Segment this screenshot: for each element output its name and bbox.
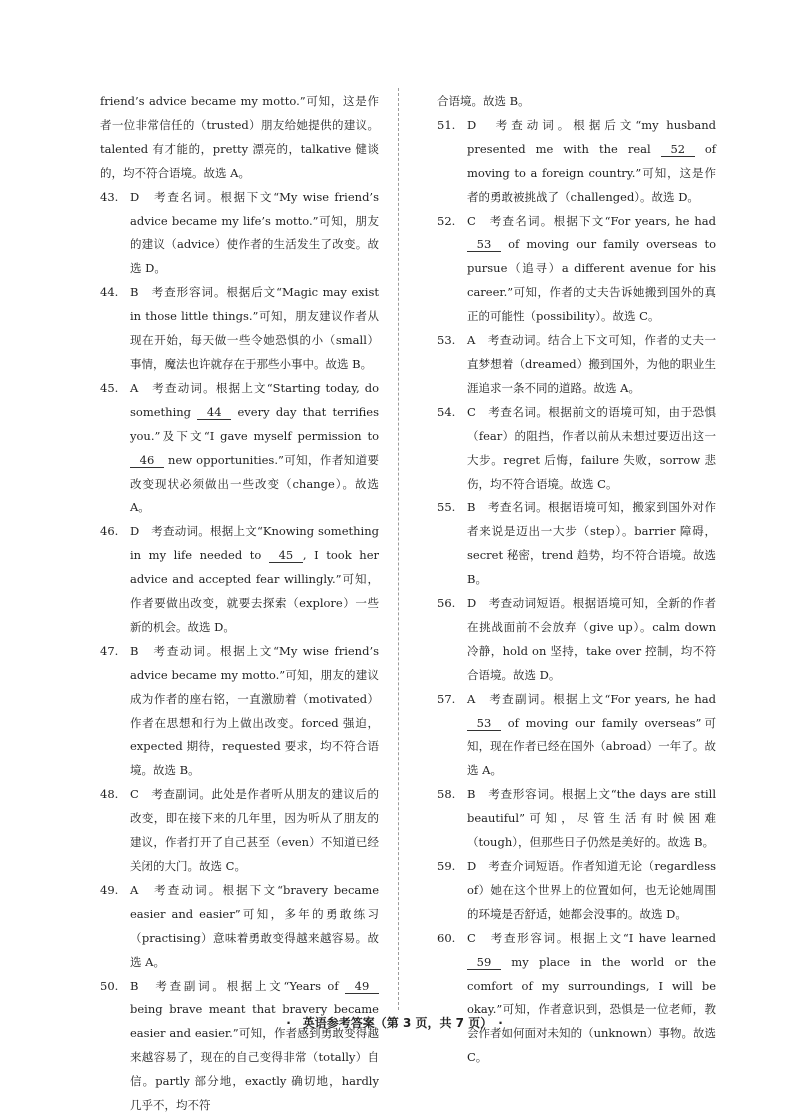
answer-number: 49.: [100, 882, 119, 897]
explanation-text: new opportunities.”可知，作者知道要改变现状必须做出一些改变（change）。故选 A。: [130, 452, 379, 515]
answer-explanation: [467, 927, 716, 1070]
answer-number: 51.: [437, 117, 456, 132]
answer-number: 59.: [437, 859, 456, 873]
left-intro-text: friend’s advice became my motto.”可知，这是作者一位非常信任的（trusted）朋友给她提供的建议。talented 有才能的，pretty 漂亮的，talkative 健谈的，均不符合语境。故选 A。: [100, 94, 379, 180]
right-intro-text: 合语境。故选 B。: [437, 94, 530, 108]
blank-number: 53: [467, 716, 501, 731]
answer-number: 43.: [100, 189, 119, 204]
explanation-text: D 考查名词。根据下文“My wise friend’s advice became my life’s motto.”可知，朋友的建议（advice）使作者的生活发生了改变。故选 D。: [130, 189, 379, 276]
answer-explanation: [130, 783, 379, 879]
answer-item: [437, 210, 716, 330]
answer-explanation: [130, 879, 379, 975]
blank-number: 45: [269, 548, 303, 563]
answer-explanation: [130, 640, 379, 783]
answer-number: 60.: [437, 930, 456, 945]
explanation-text: D 考查动词短语。根据语境可知，全新的作者在挑战面前不会放弃（give up）。calm down 冷静，hold on 坚持，take over 控制，均不符合语境。故选 D。: [467, 596, 716, 682]
blank-number: 53: [467, 237, 501, 252]
answer-explanation: [467, 401, 716, 497]
answer-explanation: [467, 210, 716, 330]
explanation-text: B 考查名词。根据语境可知，搬家到国外对作者来说是迈出一大步（step）。barrier 障碍，secret 秘密，trend 趋势，均不符合语境。故选 B。: [467, 500, 716, 587]
blank-number: 52: [661, 142, 695, 157]
explanation-text: D 考查动词。根据后文“my husband presented me with the real: [467, 117, 716, 156]
left-answer-list: [100, 186, 379, 1118]
answer-number: 56.: [437, 596, 456, 611]
answer-item: [100, 377, 379, 520]
answer-number: 44.: [100, 285, 119, 300]
answer-explanation: [467, 592, 716, 688]
explanation-text: of moving our family overseas to pursue（追寻）a different avenue for his career.”可知，作者的丈夫告诉她搬到国外的真正的可能性（possibility）。故选 C。: [467, 237, 716, 324]
answer-number: 45.: [100, 380, 119, 395]
blank-number: 46: [130, 453, 164, 468]
answer-number: 55.: [437, 500, 456, 515]
answer-item: [100, 520, 379, 640]
explanation-text: , I took her advice and accepted fear willingly.”可知，作者要做出改变，就要去探索（explore）一些新的机会。故选 D。: [130, 548, 379, 634]
answer-number: 54.: [437, 404, 456, 419]
explanation-text: C 考查名词。根据下文“For years, he had: [467, 213, 716, 228]
answer-explanation: [467, 688, 716, 784]
explanation-text: B 考查副词。根据上文“Years of: [130, 978, 345, 993]
explanation-text: every day that terrifies you.”及下文“I gave myself permission to: [130, 404, 379, 443]
answer-number: 47.: [100, 643, 119, 658]
answer-explanation: [467, 114, 716, 210]
explanation-text: of moving to a foreign country.”可知，这是作者的勇敢被挑战了（challenged）。故选 D。: [467, 141, 716, 204]
column-divider: [398, 88, 399, 1010]
answer-item: [100, 975, 379, 1118]
answer-explanation: [130, 975, 379, 1118]
explanation-text: C 考查形容词。根据上文“I have learned: [467, 930, 716, 945]
answer-explanation: [467, 329, 716, 401]
answer-item: [100, 783, 379, 879]
page-footer: · 英语参考答案（第 3 页，共 7 页） ·: [286, 1016, 503, 1030]
answer-item: [437, 592, 716, 688]
answer-number: 53.: [437, 333, 456, 348]
explanation-text: C 考查名词。根据前文的语境可知，由于恐惧（fear）的阻挡，作者以前从未想过要迈出这一大步。regret 后悔，failure 失败，sorrow 悲伤，均不符合语境。故选 C。: [467, 404, 716, 491]
answer-number: 46.: [100, 524, 119, 539]
explanation-text: D 考查动词。根据上文“Knowing something in my life needed to: [130, 524, 379, 563]
answer-item: [437, 496, 716, 592]
answer-explanation: [467, 855, 716, 927]
blank-number: 49: [345, 979, 379, 994]
right-answer-list: [437, 114, 716, 1070]
explanation-text: C 考查副词。此处是作者听从朋友的建议后的改变，即在接下来的几年里，因为听从了朋友的建议，作者打开了自己甚至（even）不知道已经关闭的大门。故选 C。: [130, 787, 379, 873]
explanation-text: A 考查动词。根据下文“bravery became easier and easier”可知，多年的勇敢练习（practising）意味着勇敢变得越来越容易。故选 A。: [130, 882, 379, 969]
answer-explanation: [130, 520, 379, 640]
answer-item: [437, 783, 716, 855]
explanation-text: A 考查动词。结合上下文可知，作者的丈夫一直梦想着（dreamed）搬到国外，为他的职业生涯追求一条不同的道路。故选 A。: [467, 333, 716, 395]
answer-item: [100, 186, 379, 282]
answer-explanation: [130, 281, 379, 377]
answer-explanation: [467, 496, 716, 592]
answer-item: [437, 329, 716, 401]
answer-item: [437, 401, 716, 497]
answer-number: 57.: [437, 691, 456, 706]
answer-item: [437, 114, 716, 210]
answer-item: [437, 855, 716, 927]
left-column: [100, 90, 379, 1118]
explanation-text: my place in the world or the comfort of my surroundings, I will be okay.”可知，作者意识到，恐惧是一位老师，教会作者如何面对未知的（unknown）事物。故选 C。: [467, 954, 716, 1065]
answer-explanation: [130, 377, 379, 520]
blank-number: 44: [197, 405, 231, 420]
right-column: [437, 90, 716, 1070]
answer-explanation: [130, 186, 379, 282]
explanation-text: being brave meant that bravery became easier and easier.”可知，作者感到勇敢变得越来越容易了，现在的自己变得非常（totally）自信。partly 部分地，exactly 确切地，hardly 几乎不，均不符: [130, 1002, 379, 1113]
answer-number: 58.: [437, 787, 456, 802]
explanation-text: A 考查动词。根据上文“Starting today, do something: [130, 380, 379, 419]
answer-item: [100, 640, 379, 783]
answer-item: [437, 927, 716, 1070]
explanation-text: of moving our family overseas”可知，现在作者已经在国外（abroad）一年了。故选 A。: [467, 715, 716, 778]
answer-number: 52.: [437, 213, 456, 228]
answer-number: 50.: [100, 978, 119, 993]
blank-number: 59: [467, 955, 501, 970]
answer-explanation: [467, 783, 716, 855]
answer-number: 48.: [100, 787, 119, 802]
answer-item: [100, 879, 379, 975]
answer-item: [100, 281, 379, 377]
answer-item: [437, 688, 716, 784]
explanation-text: A 考查副词。根据上文“For years, he had: [467, 691, 716, 706]
explanation-text: B 考查形容词。根据上文“the days are still beautiful”可知，尽管生活有时候困难（tough），但那些日子仍然是美好的。故选 B。: [467, 787, 716, 850]
explanation-text: B 考查动词。根据上文“My wise friend’s advice became my motto.”可知，朋友的建议成为作者的座右铭，一直激励着（motivated）作者在思想和行为上做出改变。forced 强迫，expected 期待，requested 要求，均不符合语境。故选 B。: [130, 643, 379, 778]
explanation-text: D 考查介词短语。作者知道无论（regardless of）她在这个世界上的位置如何，也无论她周围的环境是否舒适，她都会没事的。故选 D。: [467, 859, 716, 921]
explanation-text: B 考查形容词。根据后文“Magic may exist in those little things.”可知，朋友建议作者从现在开始，每天做一些令她恐惧的小（small）事情，魔法也许就存在于那些小事中。故选 B。: [130, 285, 379, 371]
